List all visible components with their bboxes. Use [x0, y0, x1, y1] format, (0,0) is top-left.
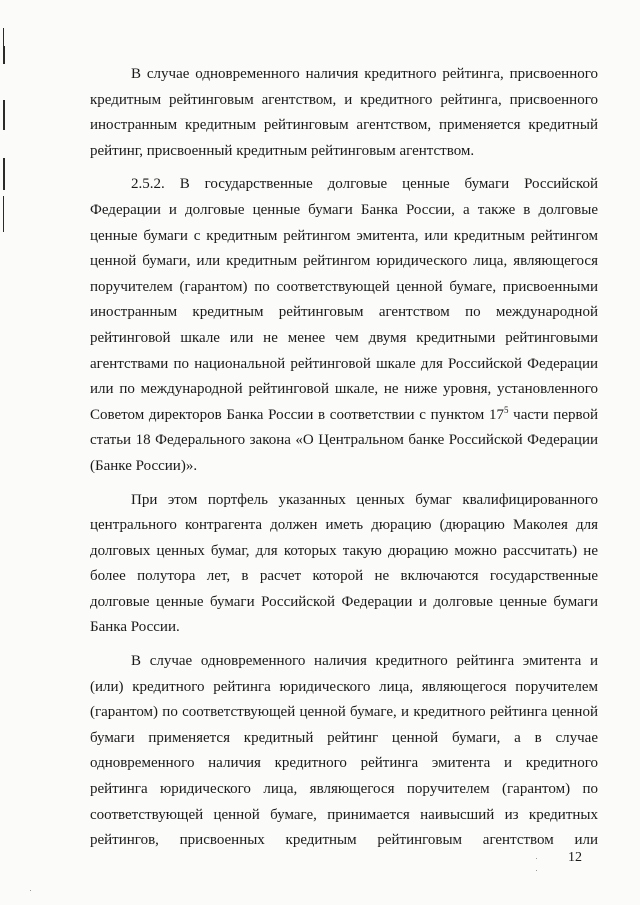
scan-edge-mark	[3, 196, 4, 232]
paragraph-rating-selection: В случае одновременного наличия кредитного рейтинга эмитента и (или) кредитного рейтинга юридического лица, являющегося поручителем (гарантом) по соответствующей ценной бумаге, и кредитного рейтинга ценной бумаги применяется кредитный рейтинг ценной бумаги, а в случае одновременного наличия кредитного рейтинга эмитента и кредитного рейтинга юридического лица, являющегося поручителем (гарантом) по соответствующей ценной бумаге, принимается наивысший из кредитных рейтингов, присвоенных кредитным рейтинговым агентством или	[90, 653, 598, 849]
document-body	[90, 62, 598, 862]
footnote-superscript: 5	[503, 404, 509, 415]
paragraph-rating-priority: В случае одновременного наличия кредитного рейтинга, присвоенного кредитным рейтинговым агентством, и кредитного рейтинга, присвоенного иностранным кредитным рейтинговым агентством, применяется кредитный рейтинг, присвоенный кредитным рейтинговым агентством.	[90, 66, 598, 159]
paragraph-portfolio-duration: При этом портфель указанных ценных бумаг квалифицированного центрального контрагента должен иметь дюрацию (дюрацию Маколея для долговых ценных бумаг, для которых такую дюрацию можно рассчитать) не более полутора лет, в расчет которой не включаются государственные долговые ценные бумаги Российской Федерации и долговые ценные бумаги Банка России.	[90, 491, 598, 636]
paragraph-2-5-2-tail: части первой статьи 18 Федерального закона «О Центральном банке Российской Федерации (Банке России)».	[90, 406, 598, 474]
paragraph-2-5-2	[90, 172, 598, 479]
scan-edge-mark	[3, 46, 5, 64]
scan-edge-mark	[3, 158, 5, 190]
scan-speck	[536, 870, 537, 871]
scan-edge-mark	[3, 100, 5, 130]
scan-speck	[30, 890, 31, 891]
page-number: 12	[568, 850, 582, 865]
paragraph-2-5-2-text: 2.5.2. В государственные долговые ценные бумаги Российской Федерации и долговые ценные бумаги Банка России, а также в долговые ценные бумаги с кредитным рейтингом эмитента, или кредитным рейтингом ценной бумаги, или кредитным рейтингом юридического лица, являющегося поручителем (гарантом) по соответствующей ценной бумаге, присвоенными иностранным кредитным рейтинговым агентством по международной рейтинговой шкале или не менее чем двумя кредитными рейтинговыми агентствами по национальной рейтинговой шкале для Российской Федерации или по международной рейтинговой шкале, не ниже уровня, установленного Советом директоров Банка России в соответствии с пунктом 17	[90, 176, 598, 423]
scan-speck	[536, 858, 537, 859]
